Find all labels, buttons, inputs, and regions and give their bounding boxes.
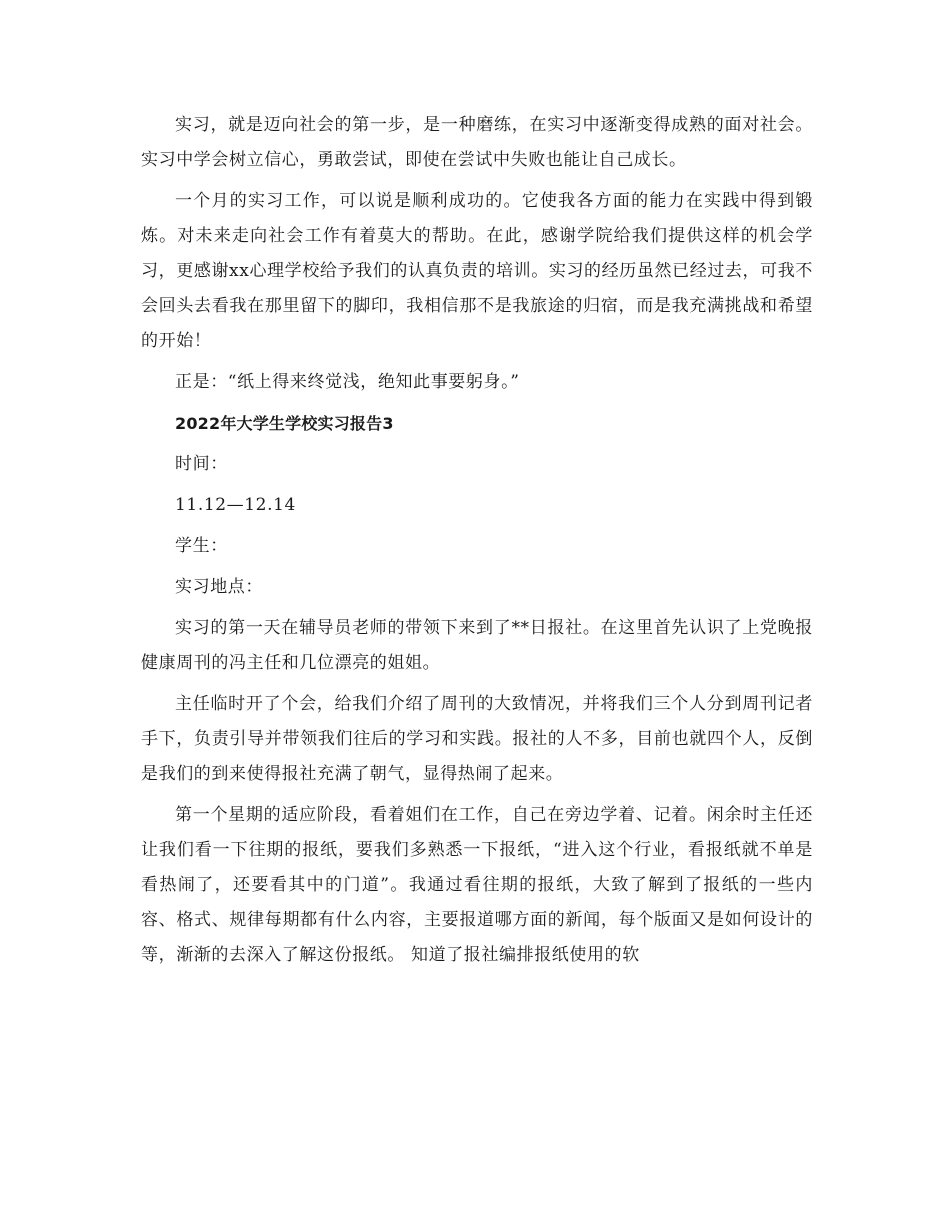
paragraph-first-week: 第一个星期的适应阶段，看着姐们在工作，自己在旁边学着、记着。闲余时主任还让我们看一下往期的报纸，要我们多熟悉一下报纸，“进入这个行业，看报纸就不单是看热闹了，还要看其中的门道”。我通过看往期的报纸，大致了解到了报纸的一些内容、格式、规律每期都有什么内容，主要报道哪方面的新闻，每个版面又是如何设计的等，渐渐的去深入了解这份报纸。 知道了报社编排报纸使用的软 xyxy=(141,805,813,965)
paragraph-internship-first-step: 实习，就是迈向社会的第一步，是一种磨练，在实习中逐渐变得成熟的面对社会。实习中学会树立信心，勇敢尝试，即使在尝试中失败也能让自己成长。 xyxy=(141,115,813,170)
document-body xyxy=(141,108,813,979)
paragraph-meeting: 主任临时开了个会，给我们介绍了周刊的大致情况，并将我们三个人分到周刊记者手下，负责引导并带领我们往后的学习和实践。报社的人不多，目前也就四个人，反倒是我们的到来使得报社充满了朝气，显得热闹了起来。 xyxy=(141,694,813,784)
section-heading: 2022年大学生学校实习报告3 xyxy=(175,414,394,433)
location-label: 实习地点： xyxy=(175,577,263,597)
time-label: 时间： xyxy=(175,454,228,474)
paragraph-quote: 正是：“纸上得来终觉浅，绝知此事要躬身。” xyxy=(175,372,520,392)
paragraph-first-day: 实习的第一天在辅导员老师的带领下来到了**日报社。在这里首先认识了上党晚报健康周刊的冯主任和几位漂亮的姐姐。 xyxy=(141,618,813,673)
student-label: 学生： xyxy=(175,536,228,556)
time-value: 11.12—12.14 xyxy=(175,495,296,515)
paragraph-one-month-summary: 一个月的实习工作，可以说是顺利成功的。它使我各方面的能力在实践中得到锻炼。对未来走向社会工作有着莫大的帮助。在此，感谢学院给我们提供这样的机会学习，更感谢xx心理学校给予我们的认真负责的培训。实习的经历虽然已经过去，可我不会回头去看我在那里留下的脚印，我相信那不是我旅途的归宿，而是我充满挑战和希望的开始！ xyxy=(141,191,813,351)
